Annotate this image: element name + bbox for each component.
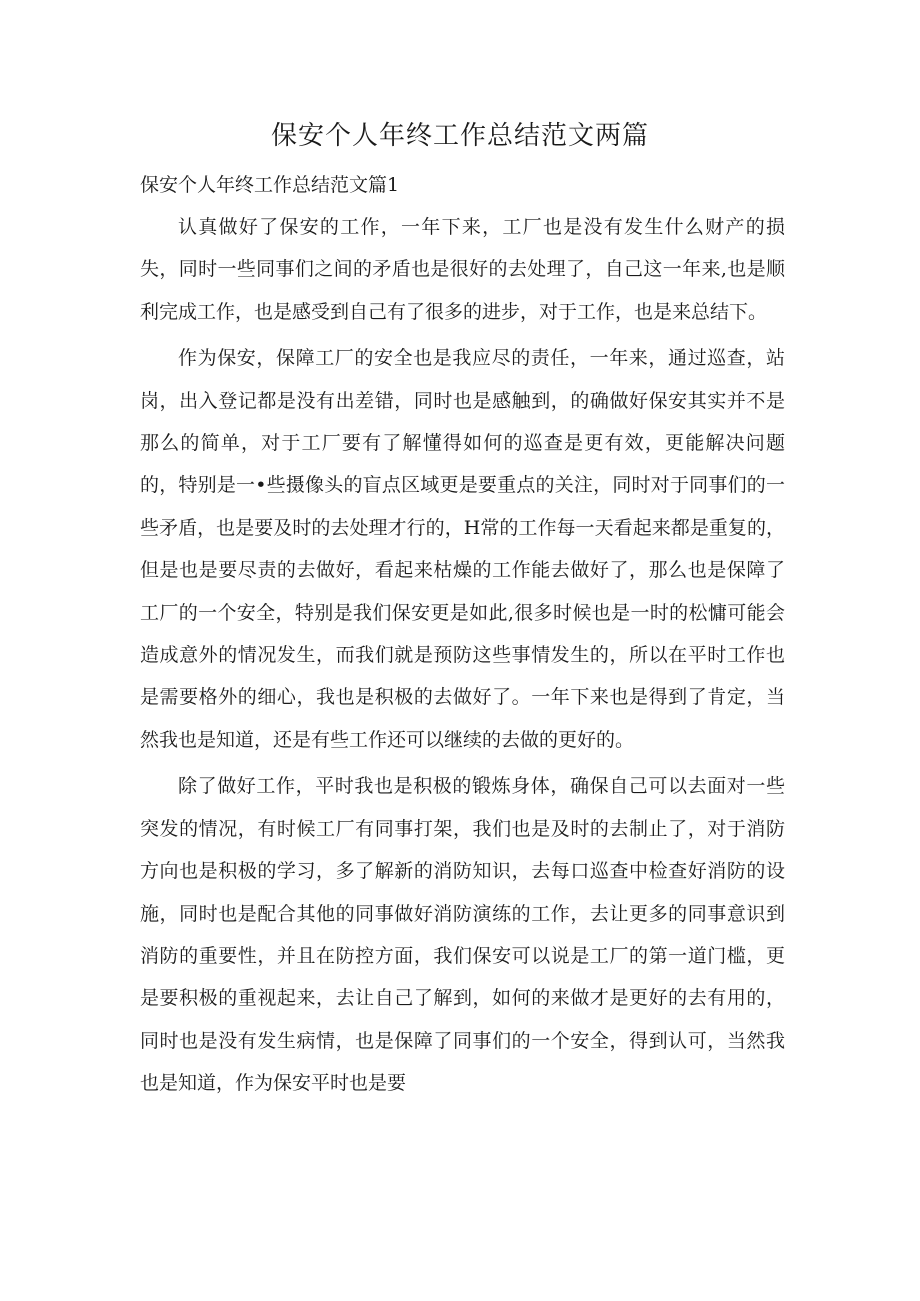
paragraph-2: 作为保安，保障工厂的安全也是我应尽的责任，一年来，通过巡查，站岗，出入登记都是没有出差错，同时也是感触到，的确做好保安其实并不是那么的简单，对于工厂要有了解懂得如何的巡查是更有效，更能解决问题的，特别是一•些摄像头的盲点区域更是要重点的关注，同时对于同事们的一些矛盾，也是要及时的去处理才行的，H常的工作每一天看起来都是重复的，但是也是要尽责的去做好，看起来枯燥的工作能去做好了，那么也是保障了工厂的一个安全，特别是我们保安更是如此,很多时候也是一时的松慵可能会造成意外的情况发生，而我们就是预防这些事情发生的，所以在平时工作也是需要格外的细心，我也是积极的去做好了。一年下来也是得到了肯定，当然我也是知道，还是有些工作还可以继续的去做的更好的。: [140, 347, 785, 751]
section-heading: 保安个人年终工作总结范文篇1: [140, 174, 400, 196]
document-body: [140, 187, 785, 1105]
paragraph-1: 认真做好了保安的工作，一年下来，工厂也是没有发生什么财产的损失，同时一些同事们之间的矛盾也是很好的去处理了，自己这一年来,也是顺利完成工作，也是感受到自己有了很多的进步，对于工作，也是来总结下。: [140, 216, 785, 323]
paragraph-3: 除了做好工作，平时我也是积极的锻炼身体，确保自己可以去面对一些突发的情况，有时候工厂有同事打架，我们也是及时的去制止了，对于消防方向也是积极的学习，多了解新的消防知识，去每口巡查中检查好消防的设施，同时也是配合其他的同事做好消防演练的工作，去让更多的同事意识到消防的重要性，并且在防控方面，我们保安可以说是工厂的第一道门槛，更是要积极的重视起来，去让自己了解到，如何的来做才是更好的去有用的，同时也是没有发生病情，也是保障了同事们的一个安全，得到认可，当然我也是知道，作为保安平时也是要: [140, 775, 785, 1095]
document-title: 保安个人年终工作总结范文两篇: [270, 121, 649, 151]
